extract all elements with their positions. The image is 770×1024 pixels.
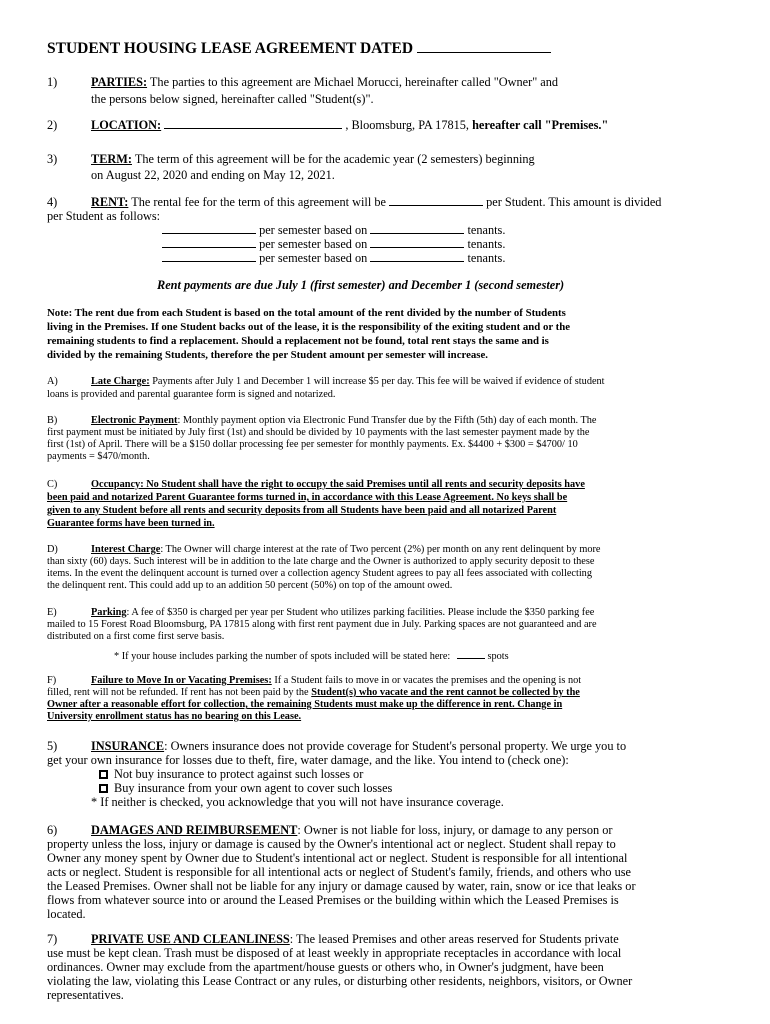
rent-amount-blank[interactable]	[389, 195, 483, 206]
insurance-option-yes: Buy insurance from your own agent to cover such losses	[99, 781, 392, 796]
rent-row: per semester based on tenants.	[162, 223, 505, 238]
rent-due-note: Rent payments are due July 1 (first semester) and December 1 (second semester)	[157, 278, 565, 292]
location-blank[interactable]	[164, 118, 342, 129]
document-title: STUDENT HOUSING LEASE AGREEMENT DATED	[47, 40, 551, 58]
checkbox-no-insurance[interactable]	[99, 770, 108, 779]
rent-row: per semester based on tenants.	[162, 251, 505, 266]
date-blank[interactable]	[417, 42, 551, 53]
insurance-option-no: Not buy insurance to protect against such losses or	[99, 767, 363, 782]
checkbox-buy-insurance[interactable]	[99, 784, 108, 793]
rent-row: per semester based on tenants.	[162, 237, 505, 252]
parking-spots-blank[interactable]	[457, 648, 485, 659]
